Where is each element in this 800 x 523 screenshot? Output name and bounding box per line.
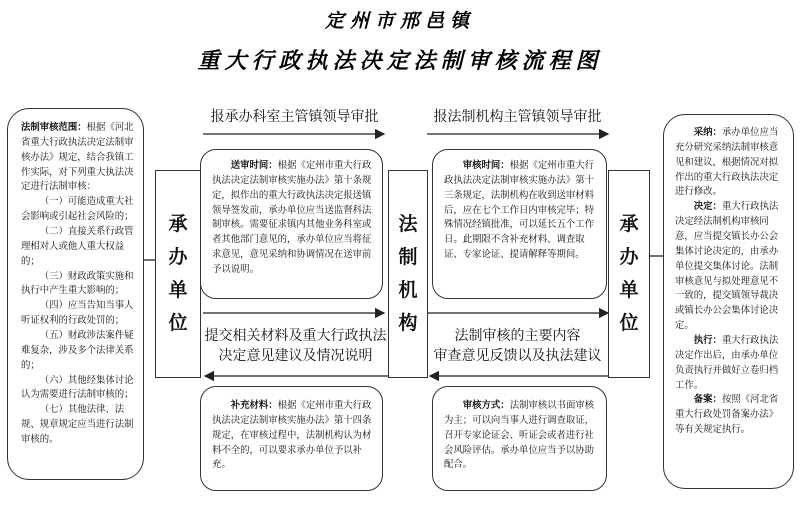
scope-item-3: （三）财政政策实施和执行中产生重大影响的； xyxy=(21,270,134,297)
review-time-box xyxy=(432,149,607,299)
center-char-2: 制 xyxy=(398,245,418,268)
unit-right-char-2: 办 xyxy=(619,245,639,268)
scope-item-5: （五）财政涉法案件疑难复杂，涉及多个法律关系的； xyxy=(21,330,134,371)
adopt-heading: 采纳： xyxy=(693,127,722,138)
execute-heading: 执行： xyxy=(693,335,722,347)
unit-left-char-2: 办 xyxy=(168,245,188,268)
center-char-1: 法 xyxy=(398,212,418,235)
flow-label-mid-right-line2: 审查意见反馈以及执法建议 xyxy=(433,348,602,365)
unit-left-char-4: 位 xyxy=(168,312,188,335)
flow-label-mid-left-line1: 提交相关材料及重大行政执法 xyxy=(204,328,387,344)
scope-item-7: （七）其他法律、法规、规章规定应当进行法制审核的。 xyxy=(21,404,134,446)
scope-item-4: （四）应当告知当事人听证权利的行政处罚的； xyxy=(21,300,134,327)
unit-left-char-1: 承 xyxy=(168,212,188,235)
review-scope-intro: 根据《河北省重大行政执法决定法制审核办法》规定，结合我镇工作实际，对下列重大执法决定进行法制审核： xyxy=(21,122,134,193)
execute-text: 重大行政执法决定作出后，由承办单位负责执行并做好立卷归档工作。 xyxy=(675,335,779,391)
submission-time-box xyxy=(200,149,383,299)
adopt-text: 承办单位应当充分研究采纳法制审核意见和建议，根据情况对拟作出的重大行政执法决定进行修改。 xyxy=(675,127,779,198)
review-scope-heading: 法制审核范围： xyxy=(21,122,87,133)
legal-institution-box xyxy=(388,170,428,378)
review-time-text: 根据《定州市重大行政执法决定法制审核实施办法》第十三条规定，法制机构在收到送审材料后，应在七个工作日内审核完毕；特殊情况经镇批准，可以延长五个工作日。此期限不含补充材料、调查取证、专家论证、提请解释等期间。 xyxy=(444,160,595,261)
review-method-box xyxy=(432,386,607,491)
supplementary-materials-heading: 补充材料： xyxy=(230,400,278,411)
page-subtitle: 重大行政执法决定法制审核流程图 xyxy=(197,48,603,74)
center-char-3: 机 xyxy=(398,279,418,301)
supplementary-materials-text: 根据《定州市重大行政执法决定法制审核实施办法》第十四条规定，在审核过程中，法制机构认为材料不全的，可以要求承办单位予以补充。 xyxy=(212,400,372,471)
filing-text: 按照《河北省重大行政处罚备案办法》等有关规定执行。 xyxy=(675,394,779,436)
flow-label-mid-left-line2: 决定意见建议及情况说明 xyxy=(218,348,373,365)
center-char-4: 构 xyxy=(398,312,418,335)
decision-process-panel xyxy=(663,114,794,489)
flow-label-mid-right xyxy=(427,326,608,367)
flow-label-top-right: 报法制机构主管镇领导审批 xyxy=(433,109,602,125)
decide-heading: 决定： xyxy=(693,201,722,213)
filing-heading: 备案： xyxy=(693,394,722,406)
flow-label-top-left: 报承办科室主管镇领导审批 xyxy=(210,109,379,125)
submission-time-heading: 送审时间： xyxy=(230,160,278,171)
scope-item-6: （六）其他经集体讨论认为需要进行法制审核的； xyxy=(21,374,134,401)
supplementary-materials-box xyxy=(200,386,383,491)
review-scope-panel xyxy=(7,108,144,480)
unit-right-char-4: 位 xyxy=(619,312,639,335)
scope-item-1: （一）可能造成重大社会影响或引起社会风险的； xyxy=(21,196,134,223)
page-title: 定州市邢邑镇 xyxy=(324,10,475,32)
unit-left-char-3: 单 xyxy=(168,279,188,301)
undertaking-unit-right xyxy=(608,170,650,378)
undertaking-unit-left xyxy=(155,170,201,378)
flow-label-mid-left xyxy=(203,326,388,367)
decide-text: 重大行政执法决定经法制机构审核同意，应当提交镇长办公会集体讨论决定的，由承办单位提交集体讨论。法制审核意见与拟处理意见不一致的，提交镇领导裁决或镇长办公会集体讨论决定。 xyxy=(675,201,779,332)
unit-right-char-1: 承 xyxy=(619,212,639,235)
review-time-heading: 审核时间： xyxy=(462,160,510,171)
review-method-text: 法制审核以书面审核为主；可以向当事人进行调查取证，召开专家论证会、听证会或者进行社会风险评估。承办单位应当予以协助配合。 xyxy=(444,400,595,471)
scope-item-2: （二）直接关系行政管理相对人或他人重大权益的； xyxy=(21,226,134,267)
flow-label-mid-right-line1: 法制审核的主要内容 xyxy=(454,328,581,344)
unit-right-char-3: 单 xyxy=(619,279,639,301)
review-method-heading: 审核方式： xyxy=(462,400,510,411)
submission-time-text: 根据《定州市重大行政执法决定法制审核实施办法》第十条规定，拟作出的重大行政执法决定报送镇领导签发前，承办单位应当送监督科法制审核。需要征求镇内其他业务科室或者其他部门意见的，承办单位应当将征求意见，意见采纳和协调情况在送审前予以说明。 xyxy=(212,160,372,276)
